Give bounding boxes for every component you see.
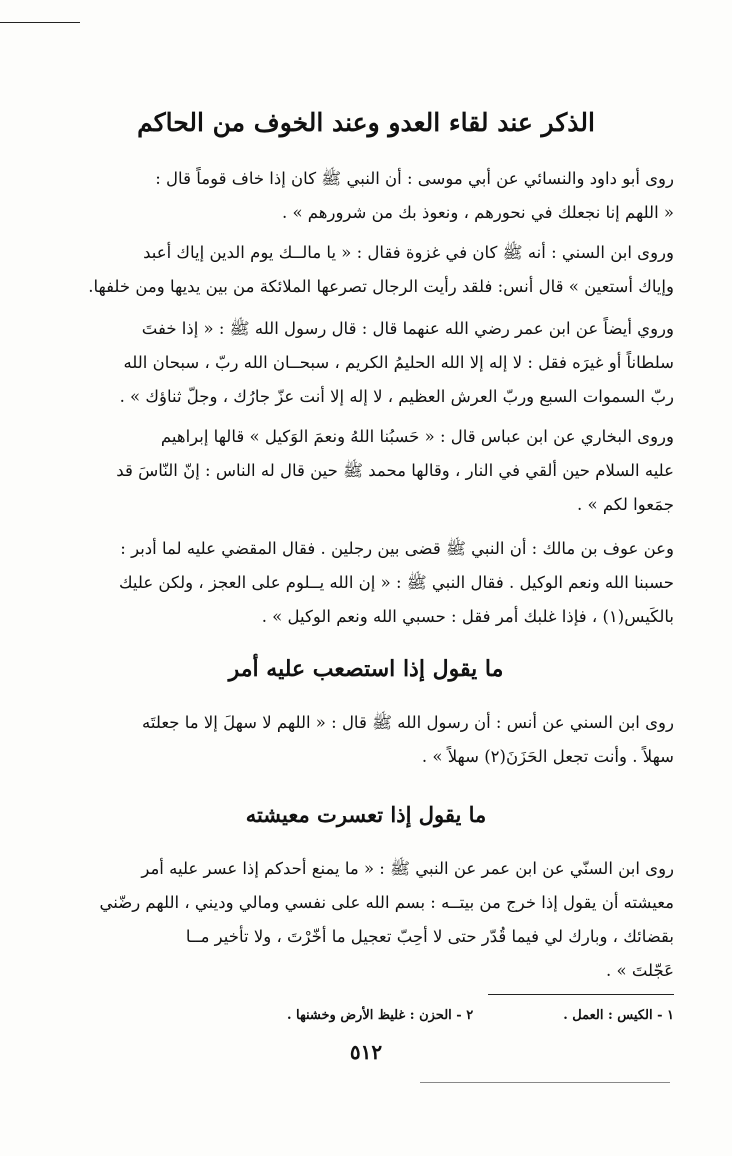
text-line: وروى ابن السني : أنه ﷺ كان في غزوة فقال : « يا مالــك يوم الدين إياك أعبد: [143, 243, 674, 262]
section-heading: ما يقول إذا استصعب عليه أمر: [228, 656, 504, 682]
text-line: جمَعوا لكم » .: [576, 495, 674, 514]
text-line: عَجّلتَ » .: [606, 961, 674, 980]
text-line: وروى البخاري عن ابن عباس قال : « حَسبُنا اللهُ ونعمَ الوَكيل » قالها إبراهيم: [160, 427, 674, 446]
section-heading: الذكر عند لقاء العدو وعند الخوف من الحاكم: [137, 108, 595, 137]
text-line: وروي أيضاً عن ابن عمر رضي الله عنهما قال : قال رسول الله ﷺ : « إذا خفتَ: [141, 319, 674, 338]
footnote-rule: [488, 994, 674, 995]
section-heading: ما يقول إذا تعسرت معيشته: [245, 802, 487, 827]
text-line: عليه السلام حين ألقي في النار ، وقالها محمد ﷺ حين قال له الناس : إنّ النّاسَ قد: [116, 461, 674, 480]
text-line: حسبنا الله ونعم الوكيل . فقال النبي ﷺ : « إن الله يــلوم على العجز ، ولكن عليك: [118, 573, 674, 592]
text-line: وعن عوف بن مالك : أن النبي ﷺ قضى بين رجلين . فقال المقضي عليه لما أدبر :: [120, 539, 674, 558]
paragraph: [56, 312, 674, 414]
text-line: بقضائك ، وبارك لي فيما قُدّر حتى لا أحِبّ تعجيل ما أخّرْتَ ، ولا تأخير مــا: [185, 927, 674, 946]
text-line: وإياك أستعين » قال أنس: فلقد رأيت الرجال تصرعها الملائكة من بين يديها ومن خلفها.: [88, 277, 674, 296]
page-number: ٥١٢: [349, 1040, 383, 1064]
text-line: معيشته أن يقول إذا خرج من بيتــه : بسم الله على نفسي ومالي وديني ، اللهم رضّني: [99, 893, 674, 912]
text-line: « اللهم إنا نجعلك في نحورهم ، ونعوذ بك من شرورهم » .: [281, 203, 674, 222]
text-line: سهلاً . وأنت تجعل الحَزَنَ(٢) سهلاً » .: [421, 747, 674, 766]
paragraph: [56, 532, 674, 634]
footnote: ١ - الكيس : العمل .: [563, 1008, 674, 1023]
paragraph: [56, 706, 674, 774]
text-line: روى أبو داود والنسائي عن أبي موسى : أن النبي ﷺ كان إذا خاف قوماً قال :: [155, 169, 674, 188]
paragraph: [56, 420, 674, 522]
paragraph: [56, 236, 674, 304]
footnotes: [180, 1008, 674, 1023]
text-line: ربّ السموات السبع وربّ العرش العظيم ، لا إله إلا أنت عزّ جارُك ، وجلّ ثناؤك » .: [119, 387, 674, 406]
paragraph: [56, 162, 674, 230]
paragraph: [56, 852, 674, 988]
text-line: سلطاناً أو غيرَه فقل : لا إله إلا الله الحليمُ الكريم ، سبحــان الله ربّ ، سبحان الله: [123, 353, 674, 372]
text-line: بالكَيس(١) ، فإذا غلبك أمر فقل : حسبي الله ونعم الوكيل » .: [261, 607, 674, 626]
text-line: روى ابن السني عن أنس : أن رسول الله ﷺ قال : « اللهم لا سهلَ إلا ما جعلتَه: [142, 713, 674, 732]
top-rule: [0, 22, 80, 23]
bottom-rule: [420, 1082, 670, 1083]
footnote: ٢ - الحزن : غليظ الأرض وخشنها .: [286, 1008, 474, 1023]
text-line: روى ابن السنّي عن ابن عمر عن النبي ﷺ : « ما يمنع أحدكم إذا عسر عليه أمر: [141, 859, 674, 878]
